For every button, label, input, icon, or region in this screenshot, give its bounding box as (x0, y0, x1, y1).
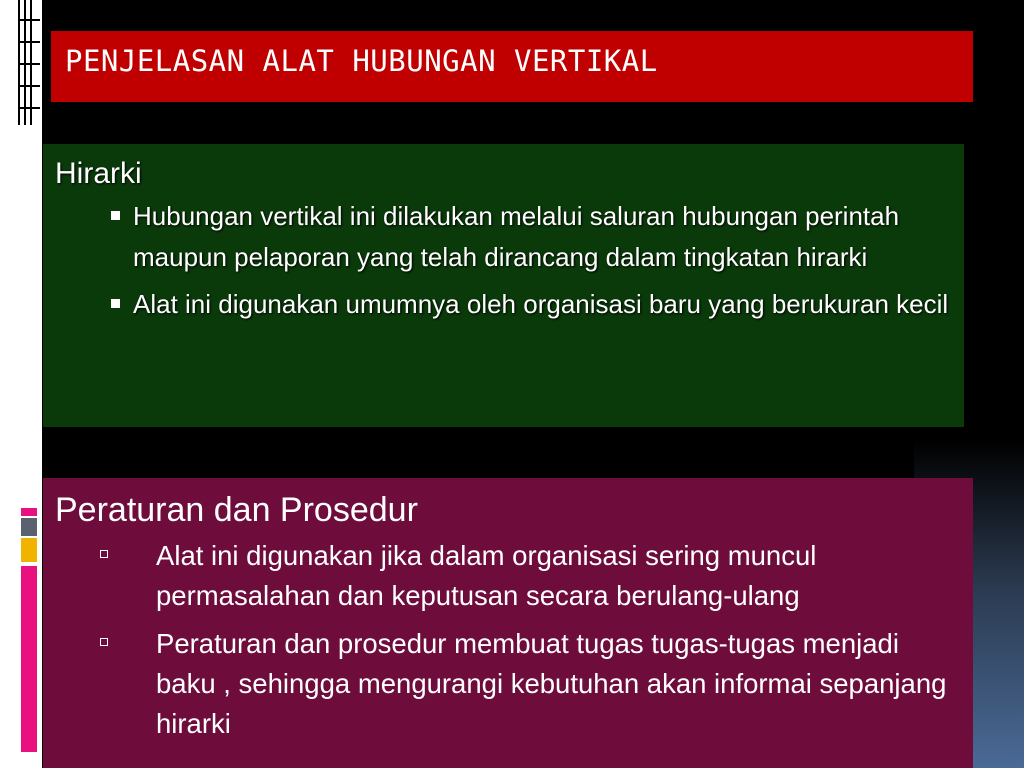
list-item (55, 196, 952, 278)
bullet-text: Peraturan dan prosedur membuat tugas tugas-tugas menjadi baku , sehingga mengurangi kebutuhan akan informai sepanjang hirarki (156, 628, 947, 739)
section-heading: Peraturan dan Prosedur (55, 491, 418, 529)
slide-title: PENJELASAN ALAT HUBUNGAN VERTIKAL (65, 44, 658, 78)
decorative-block-gray (21, 518, 37, 536)
decorative-lines-graphic (18, 0, 40, 125)
hollow-square-bullet-icon (100, 550, 108, 558)
section-panel-peraturan-dan-prosedur (43, 478, 973, 768)
decorative-block-gold (21, 538, 37, 562)
list-item (55, 624, 961, 744)
slide-title-bar (51, 31, 973, 102)
bullet-list (55, 536, 961, 744)
decorative-block-pink-top (21, 508, 37, 516)
decorative-block-pink-bottom (21, 566, 37, 752)
bullet-text: Hubungan vertikal ini dilakukan melalui saluran hubungan perintah maupun pelaporan yang telah dirancang dalam tingkatan hirarki (133, 201, 900, 272)
filled-square-bullet-icon (111, 299, 120, 308)
bullet-text: Alat ini digunakan umumnya oleh organisasi baru yang berukuran kecil (133, 289, 949, 319)
filled-square-bullet-icon (111, 211, 120, 220)
bullet-list (55, 196, 952, 325)
list-item (55, 284, 952, 325)
section-panel-hirarki (43, 144, 964, 427)
list-item (55, 536, 961, 616)
hollow-square-bullet-icon (100, 638, 108, 646)
section-heading: Hirarki (55, 157, 142, 190)
bullet-text: Alat ini digunakan jika dalam organisasi sering muncul permasalahan dan keputusan secara berulang-ulang (156, 540, 817, 611)
